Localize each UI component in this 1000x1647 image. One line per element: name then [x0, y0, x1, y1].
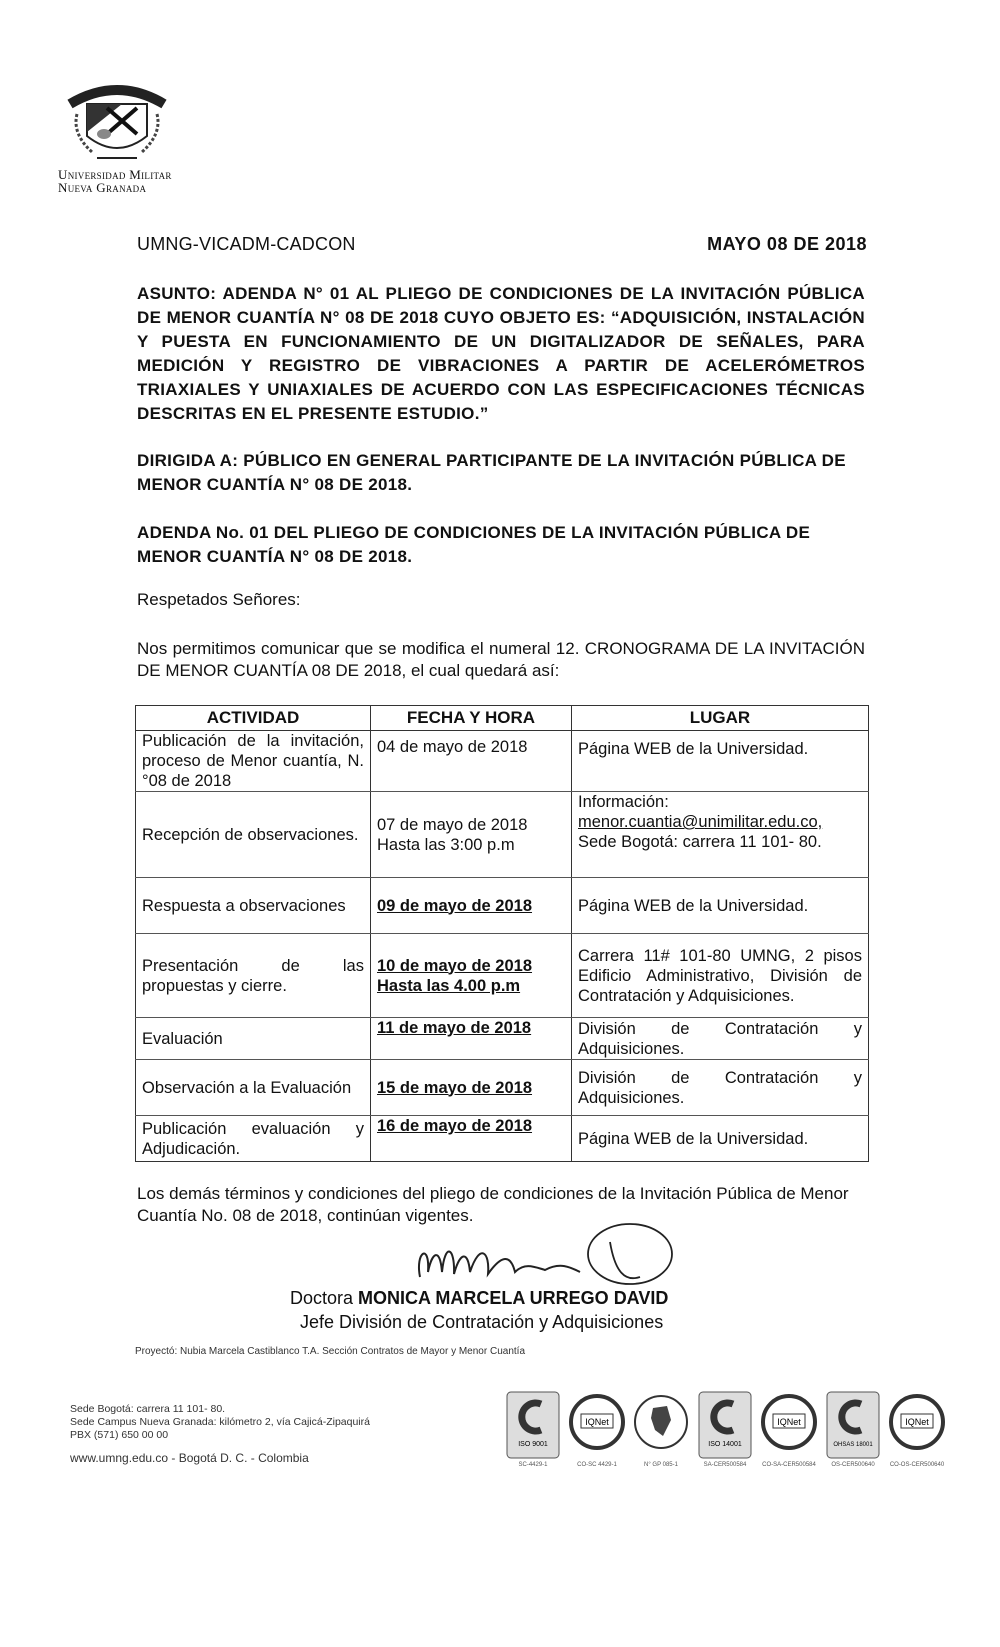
- cell-actividad: Publicación de la invitación, proceso de Menor cuantía, N.°08 de 2018: [136, 731, 371, 792]
- table-row: [136, 1018, 869, 1060]
- cell-fecha: 15 de mayo de 2018: [377, 1078, 533, 1097]
- iqnet-seal-icon: [889, 1390, 945, 1460]
- signer-role: Jefe División de Contratación y Adquisiciones: [300, 1312, 664, 1332]
- signer-prefix: Doctora: [290, 1288, 359, 1308]
- cert-seal: [761, 1390, 817, 1478]
- cert-seal: [505, 1390, 561, 1478]
- cell-actividad: Evaluación: [136, 1018, 371, 1060]
- header-lugar: LUGAR: [572, 706, 869, 731]
- university-name-line1: Universidad Militar: [58, 167, 172, 182]
- cell-lugar: Carrera 11# 101-80 UMNG, 2 pisos Edificio Administrativo, División de Contratación y Adquisiciones.: [572, 934, 869, 1018]
- projected-by-note: Proyectó: Nubia Marcela Castiblanco T.A. Sección Contratos de Mayor y Menor Cuantía: [135, 1346, 525, 1357]
- cert-label: ISO 14001: [708, 1441, 742, 1448]
- cell-fecha: 16 de mayo de 2018: [377, 1117, 533, 1135]
- cell-fecha: 10 de mayo de 2018: [377, 956, 533, 975]
- header-actividad: ACTIVIDAD: [136, 706, 371, 731]
- header-fecha: FECHA Y HORA: [371, 706, 572, 731]
- cell-fecha: 04 de mayo de 2018: [377, 738, 528, 756]
- cert-code: OS-CER500640: [831, 1462, 875, 1468]
- cell-actividad: Publicación evaluación y Adjudicación.: [136, 1116, 371, 1162]
- university-name-line2: Nueva Granada: [58, 180, 147, 195]
- cell-actividad: Presentación de las propuestas y cierre.: [136, 934, 371, 1018]
- table-row: [136, 1116, 869, 1162]
- icontec-logo-icon: [505, 1390, 561, 1460]
- table-row: [136, 731, 869, 792]
- table-row: [136, 792, 869, 878]
- cert-seal: [569, 1390, 625, 1478]
- cell-fecha: 09 de mayo de 2018: [377, 896, 533, 915]
- table-row: [136, 878, 869, 934]
- table-header-row: [136, 706, 869, 731]
- university-crest-icon: [62, 74, 172, 166]
- cell-lugar: División de Contratación y Adquisiciones.: [572, 1060, 869, 1116]
- cert-code: SA-CER500584: [703, 1462, 747, 1468]
- cert-seal: [825, 1390, 881, 1478]
- cell-lugar-address: Sede Bogotá: carrera 11 101- 80.: [578, 833, 822, 851]
- cert-code: CO-SA-CER500584: [762, 1462, 816, 1468]
- greeting: Respetados Señores:: [137, 590, 301, 609]
- subject: ASUNTO: ADENDA N° 01 AL PLIEGO DE CONDICIONES DE LA INVITACIÓN PÚBLICA DE MENOR CUANTÍA N° 08 DE 2018 CUYO OBJETO ES: “ADQUISICIÓN, INSTALACIÓN Y PUESTA EN FUNCIONAMIENTO DE UN DIGITALIZADOR DE SEÑALES, PARA MEDICIÓN Y REGISTRO DE VIBRACIONES A PARTIR DE ACELERÓMETROS TRIAXIALES Y UNIAXIALES DE ACUERDO CON LAS ESPECIFICACIONES TÉCNICAS DESCRITAS EN EL PRESENTE ESTUDIO.”: [137, 284, 865, 423]
- footer-line3: PBX (571) 650 00 00: [70, 1429, 169, 1441]
- footer-address: [70, 1403, 370, 1465]
- cert-seal: [633, 1390, 689, 1478]
- cert-code: SC-4429-1: [518, 1462, 548, 1468]
- cert-code: CO-OS-CER500640: [889, 1462, 945, 1468]
- cell-lugar-label: Información:: [578, 793, 669, 811]
- cert-seal: [697, 1390, 753, 1478]
- cert-code: N° GP 085-1: [644, 1462, 678, 1468]
- cell-lugar: Página WEB de la Universidad.: [572, 731, 869, 792]
- table-row: [136, 1060, 869, 1116]
- cell-lugar: Página WEB de la Universidad.: [572, 878, 869, 934]
- handwritten-signature: [410, 1222, 710, 1292]
- cert-seal: [889, 1390, 945, 1478]
- document-date: MAYO 08 DE 2018: [707, 234, 867, 254]
- cert-label: IQNet: [905, 1417, 929, 1427]
- certification-seals: [505, 1390, 945, 1482]
- intro-paragraph: Nos permitimos comunicar que se modifica el numeral 12. CRONOGRAMA DE LA INVITACIÓN DE MENOR CUANTÍA 08 DE 2018, el cual quedará así:: [137, 639, 865, 680]
- university-logo: [58, 74, 178, 194]
- cert-label: OHSAS 18001: [833, 1442, 873, 1448]
- cert-label: IQNet: [585, 1417, 609, 1427]
- document-reference: UMNG-VICADM-CADCON: [137, 234, 356, 254]
- footer-website-link[interactable]: www.umng.edu.co - Bogotá D. C. - Colombia: [70, 1451, 309, 1465]
- cell-hora: Hasta las 3:00 p.m: [377, 835, 515, 854]
- cell-actividad: Recepción de observaciones.: [142, 825, 359, 844]
- signer-name: MONICA MARCELA URREGO DAVID: [358, 1288, 669, 1308]
- directed-to: DIRIGIDA A: PÚBLICO EN GENERAL PARTICIPANTE DE LA INVITACIÓN PÚBLICA DE MENOR CUANTÍA N° 08 DE 2018.: [137, 451, 846, 494]
- contact-email-link[interactable]: menor.cuantia@unimilitar.edu.co,: [578, 813, 823, 831]
- cell-fecha: 07 de mayo de 2018: [377, 815, 528, 834]
- cell-fecha: 11 de mayo de 2018: [377, 1019, 532, 1037]
- adenda-title: ADENDA No. 01 DEL PLIEGO DE CONDICIONES DE LA INVITACIÓN PÚBLICA DE MENOR CUANTÍA N° 08 DE 2018.: [137, 523, 811, 566]
- cell-lugar: División de Contratación y Adquisiciones.: [572, 1018, 869, 1060]
- iqnet-seal-icon: [761, 1390, 817, 1460]
- colombia-map-seal-icon: [633, 1390, 689, 1460]
- cell-hora: Hasta las 4.00 p.m: [377, 976, 521, 995]
- cert-label: ISO 9001: [518, 1441, 548, 1448]
- schedule-table: [135, 705, 869, 1162]
- cert-code: CO-SC 4429-1: [577, 1462, 617, 1468]
- icontec-logo-icon: [697, 1390, 753, 1460]
- cell-lugar: Página WEB de la Universidad.: [572, 1116, 869, 1162]
- footer-line1: Sede Bogotá: carrera 11 101- 80.: [70, 1403, 226, 1415]
- cell-actividad: Respuesta a observaciones: [136, 878, 371, 934]
- footer-line2: Sede Campus Nueva Granada: kilómetro 2, vía Cajicá-Zipaquirá: [70, 1416, 370, 1428]
- icontec-logo-icon: [825, 1390, 881, 1460]
- cert-label: IQNet: [777, 1417, 801, 1427]
- iqnet-seal-icon: [569, 1390, 625, 1460]
- closing-paragraph: Los demás términos y condiciones del pliego de condiciones de la Invitación Pública de Menor Cuantía No. 08 de 2018, continúan vigentes.: [137, 1184, 849, 1225]
- cell-actividad: Observación a la Evaluación: [136, 1060, 371, 1116]
- table-row: [136, 934, 869, 1018]
